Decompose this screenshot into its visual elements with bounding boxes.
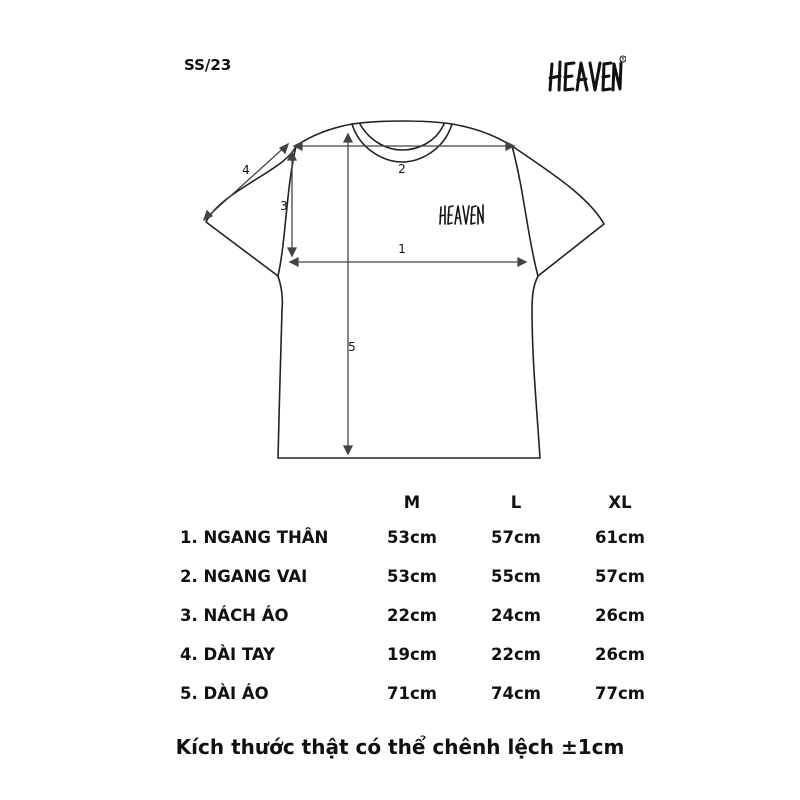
table-row <box>180 596 672 635</box>
season-label: SS/23 <box>184 56 232 74</box>
size-chart-table <box>180 486 672 713</box>
row-label: 1. NGANG THÂN <box>180 528 329 547</box>
measure-label-1: 1 <box>398 242 406 256</box>
cell-value: 53cm <box>387 528 437 547</box>
measure-label-2: 2 <box>398 162 406 176</box>
chest-logo <box>440 205 483 224</box>
tolerance-note: Kích thước thật có thể chênh lệch ±1cm <box>175 735 625 759</box>
size-header-m: M <box>403 492 421 512</box>
cell-value: 26cm <box>595 606 645 625</box>
collar <box>352 124 452 162</box>
cell-value: 74cm <box>491 684 541 703</box>
cell-value: 22cm <box>387 606 437 625</box>
cell-value: 77cm <box>595 684 645 703</box>
row-label: 3. NÁCH ÁO <box>180 606 289 625</box>
cell-value: 57cm <box>595 567 645 586</box>
measure-label-5: 5 <box>348 340 356 354</box>
cell-value: 26cm <box>595 645 645 664</box>
row-label: 4. DÀI TAY <box>180 645 275 664</box>
table-row <box>180 557 672 596</box>
cell-value: 61cm <box>595 528 645 547</box>
row-label: 2. NGANG VAI <box>180 567 308 586</box>
size-header-l: L <box>510 492 522 512</box>
row-label: 5. DÀI ÁO <box>180 684 269 703</box>
cell-value: 19cm <box>387 645 437 664</box>
cell-value: 57cm <box>491 528 541 547</box>
header-empty-cell <box>180 486 360 518</box>
measure-label-4: 4 <box>242 163 250 177</box>
cell-value: 71cm <box>387 684 437 703</box>
cell-value: 55cm <box>491 567 541 586</box>
table-row <box>180 674 672 713</box>
size-header-row <box>180 486 672 518</box>
table-row <box>180 518 672 557</box>
cell-value: 53cm <box>387 567 437 586</box>
svg-text:R: R <box>621 56 625 62</box>
measure-label-3: 3 <box>280 199 288 213</box>
size-header-xl: XL <box>608 492 632 512</box>
cell-value: 24cm <box>491 606 541 625</box>
table-row <box>180 635 672 674</box>
cell-value: 22cm <box>491 645 541 664</box>
